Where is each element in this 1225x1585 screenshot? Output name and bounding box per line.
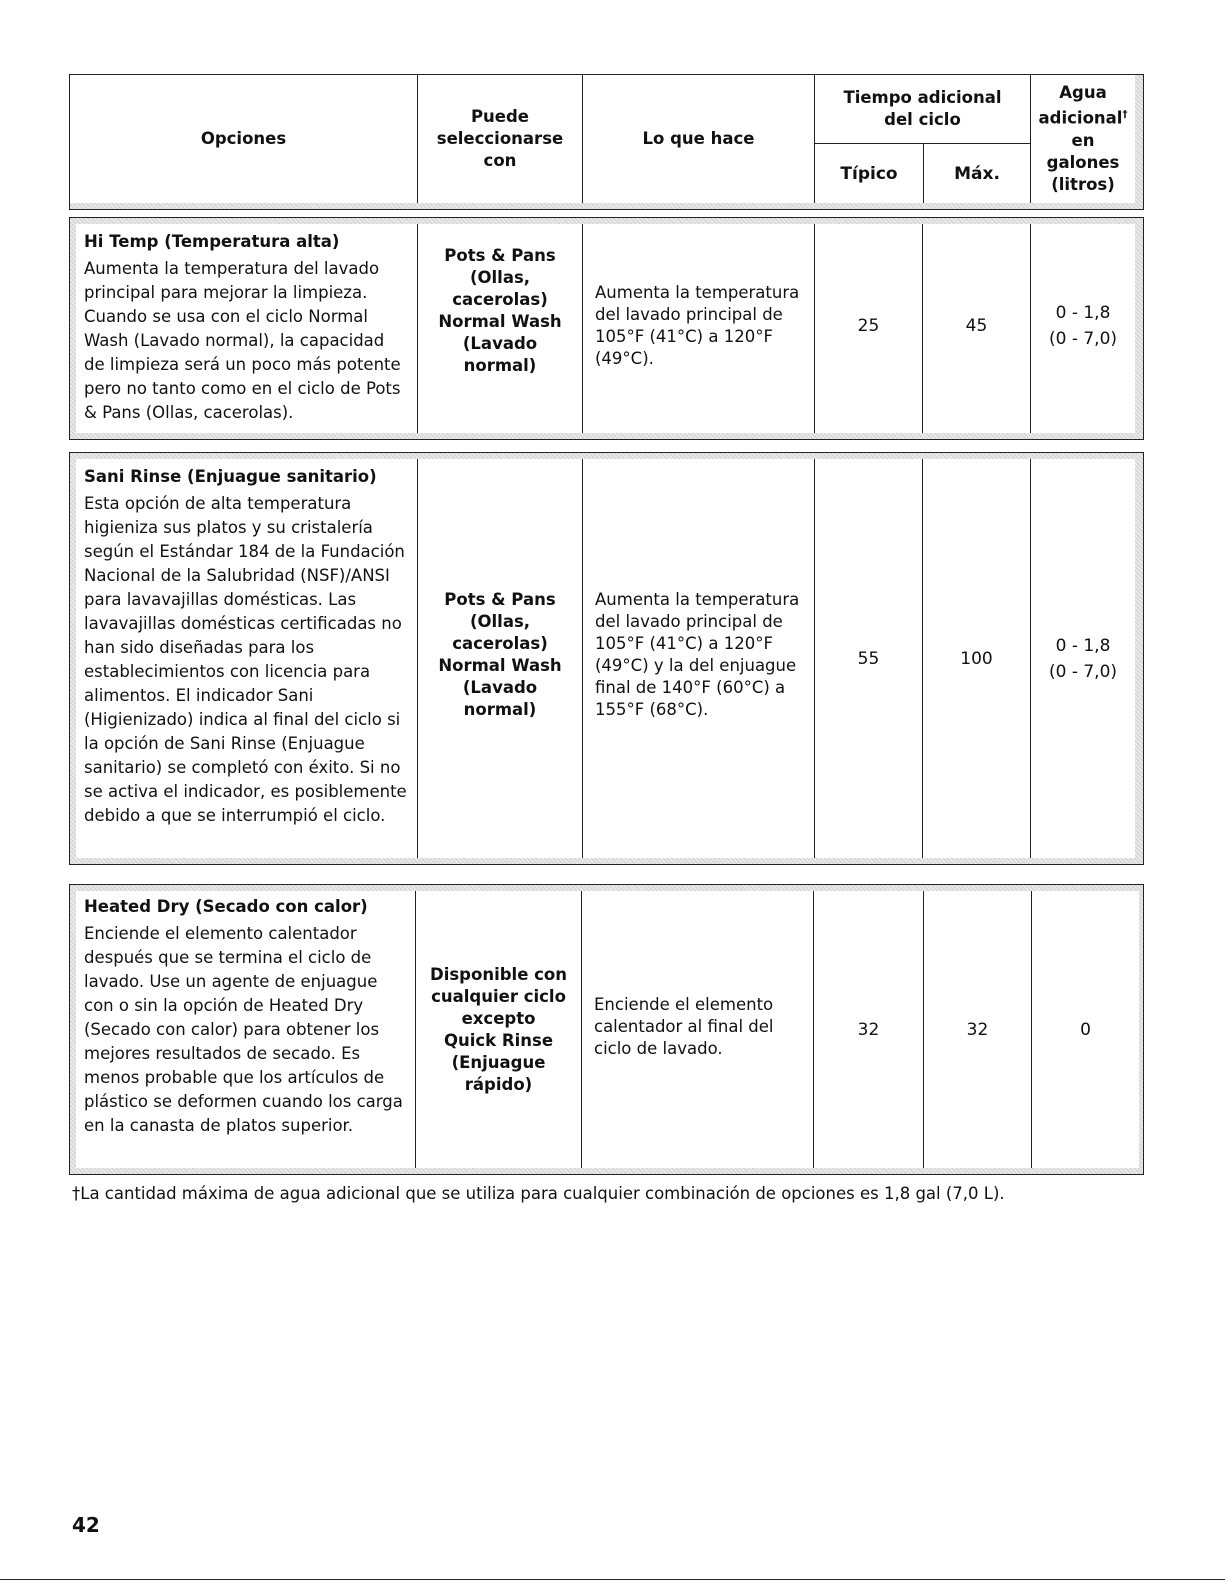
option-description: Enciende el elemento calentador después que se termina el ciclo de lavado. Use un agente de enjuague con o sin la opción de Heated Dry (Secado con calor) para obtener los mejores resultados de secado. Es menos probable que los artículos de plástico se deformen cuando los carga en la canasta de platos superior. (84, 924, 403, 1135)
extra-water-cell: 0 - 1,8 (0 - 7,0) (1030, 459, 1135, 858)
max-time-cell: 45 (922, 224, 1030, 433)
extra-water-cell: 0 (1031, 891, 1139, 1168)
option-cell (76, 224, 417, 433)
extra-water-cell: 0 - 1,8 (0 - 7,0) (1030, 224, 1135, 433)
max-time-cell: 32 (923, 891, 1031, 1168)
table-row (69, 452, 1144, 865)
option-title: Hi Temp (Temperatura alta) (84, 232, 340, 251)
option-title: Heated Dry (Secado con calor) (84, 897, 368, 916)
option-cell (76, 891, 415, 1168)
option-description: Aumenta la temperatura del lavado principal para mejorar la limpieza. Cuando se usa con el ciclo Normal Wash (Lavado normal), la capacidad de limpieza será un poco más potente pero no tanto como en el ciclo de Pots & Pans (Ollas, cacerolas). (84, 259, 401, 422)
header-extra-time: Tiempo adicional del ciclo Típico Máx. (814, 75, 1030, 203)
header-extra-water: Agua adicional† en galones (litros) (1030, 75, 1135, 203)
what-it-does-cell: Enciende el elemento calentador al final del ciclo de lavado. (581, 891, 813, 1168)
typical-time-cell: 25 (814, 224, 922, 433)
bottom-rule (0, 1579, 1225, 1580)
typical-time-cell: 32 (813, 891, 923, 1168)
option-cell (76, 459, 417, 858)
typical-time-cell: 55 (814, 459, 922, 858)
header-options: Opciones (70, 75, 417, 203)
what-it-does-cell: Aumenta la temperatura del lavado principal de 105°F (41°C) a 120°F (49°C) y la del enjuague final de 140°F (60°C) a 155°F (68°C). (582, 459, 814, 858)
table-row (69, 217, 1144, 440)
table-row (69, 884, 1144, 1175)
header-max: Máx. (923, 144, 1030, 203)
can-select-cell: Pots & Pans (Ollas, cacerolas) Normal Wash (Lavado normal) (417, 459, 582, 858)
table-header (69, 74, 1144, 210)
max-time-cell: 100 (922, 459, 1030, 858)
can-select-cell: Pots & Pans (Ollas, cacerolas) Normal Wash (Lavado normal) (417, 224, 582, 433)
header-can-select: Puede seleccionarse con (417, 75, 582, 203)
can-select-cell: Disponible con cualquier ciclo excepto Quick Rinse (Enjuague rápido) (415, 891, 581, 1168)
footnote: †La cantidad máxima de agua adicional que se utiliza para cualquier combinación de opciones es 1,8 gal (7,0 L). (72, 1184, 1005, 1203)
page-number: 42 (72, 1513, 100, 1537)
option-title: Sani Rinse (Enjuague sanitario) (84, 467, 377, 486)
header-what-it-does: Lo que hace (582, 75, 814, 203)
option-description: Esta opción de alta temperatura higieniza sus platos y su cristalería según el Estándar 184 de la Fundación Nacional de la Salubridad (NSF)/ANSI para lavavajillas domésticas. Las lavavajillas domésticas certificadas no han sido diseñadas para los establecimientos con licencia para alimentos. El indicador Sani (Higienizado) indica al final del ciclo si la opción de Sani Rinse (Enjuague sanitario) se completó con éxito. Si no se activa el indicador, es posiblemente debido a que se interrumpió el ciclo. (84, 494, 407, 825)
header-typical: Típico (815, 144, 923, 203)
what-it-does-cell: Aumenta la temperatura del lavado principal de 105°F (41°C) a 120°F (49°C). (582, 224, 814, 433)
